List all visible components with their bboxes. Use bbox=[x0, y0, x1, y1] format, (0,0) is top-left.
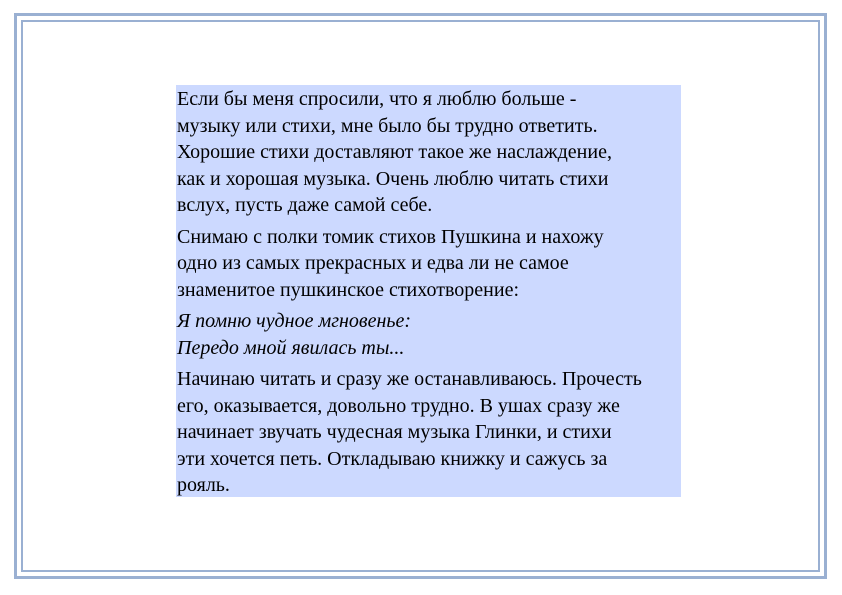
text-box bbox=[176, 85, 681, 497]
text-line: одно из самых прекрасных и едва ли не самое bbox=[177, 252, 569, 274]
text-line: рояль. bbox=[177, 474, 230, 496]
text-line: Если бы меня спросили, что я люблю больше - bbox=[177, 88, 577, 110]
text-line: Начинаю читать и сразу же останавливаюсь. Прочесть bbox=[177, 368, 642, 390]
text-line: начинает звучать чудесная музыка Глинки, и стихи bbox=[177, 421, 612, 443]
poem-quote bbox=[177, 308, 681, 361]
text-line: Снимаю с полки томик стихов Пушкина и нахожу bbox=[177, 225, 604, 248]
poem-line: Я помню чудное мгновенье: bbox=[177, 310, 412, 332]
text-line: вслух, пусть даже самой себе. bbox=[177, 194, 433, 216]
text-line: Хорошие стихи доставляют такое же наслаждение, bbox=[177, 141, 612, 163]
text-line: знаменитое пушкинское стихотворение: bbox=[177, 278, 520, 301]
text-line: музыку или стихи, мне было бы трудно ответить. bbox=[177, 114, 598, 137]
paragraph-intro bbox=[177, 86, 681, 219]
poem-line: Передо мной явилась ты... bbox=[177, 336, 405, 359]
paragraph-pushkin bbox=[177, 224, 681, 304]
text-line: его, оказывается, довольно трудно. В ушах сразу же bbox=[177, 394, 620, 417]
text-line: как и хорошая музыка. Очень люблю читать стихи bbox=[177, 167, 609, 190]
text-line: эти хочется петь. Откладываю книжку и сажусь за bbox=[177, 447, 608, 470]
paragraph-glinka bbox=[177, 366, 681, 499]
